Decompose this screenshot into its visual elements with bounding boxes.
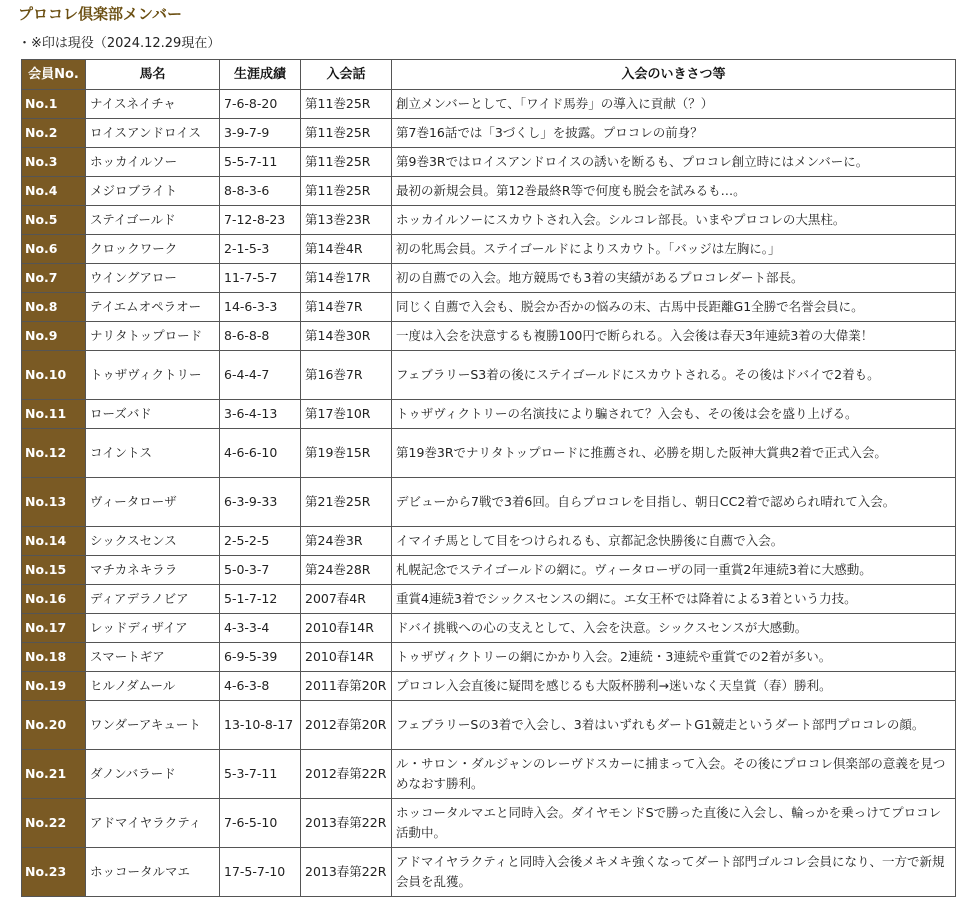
join-circumstances-cell: 初の自薦での入会。地方競馬でも3着の実績があるプロコレダート部長。 <box>392 264 956 293</box>
member-no-cell: No.7 <box>22 264 86 293</box>
career-record-cell: 2-1-5-3 <box>220 235 301 264</box>
career-record-cell: 17-5-7-10 <box>220 848 301 897</box>
career-record-cell: 5-0-3-7 <box>220 556 301 585</box>
join-circumstances-cell: アドマイヤラクティと同時入会後メキメキ強くなってダート部門ゴルコレ会員になり、一方で新規会員を乱獲。 <box>392 848 956 897</box>
horse-name-cell: レッドディザイア <box>86 614 220 643</box>
join-circumstances-cell: ドバイ挑戦への心の支えとして、入会を決意。シックスセンスが大感動。 <box>392 614 956 643</box>
member-no-cell: No.12 <box>22 429 86 478</box>
horse-name-cell: ダノンバラード <box>86 750 220 799</box>
career-record-cell: 8-8-3-6 <box>220 177 301 206</box>
horse-name-cell: メジロブライト <box>86 177 220 206</box>
member-no-cell: No.3 <box>22 148 86 177</box>
horse-name-cell: ヒルノダムール <box>86 672 220 701</box>
career-record-cell: 14-6-3-3 <box>220 293 301 322</box>
join-circumstances-cell: 一度は入会を決意するも複勝100円で断られる。入会後は春天3年連続3着の大偉業！ <box>392 322 956 351</box>
member-no-cell: No.15 <box>22 556 86 585</box>
member-no-cell: No.1 <box>22 90 86 119</box>
joined-episode-cell: 第11巻25R <box>301 177 392 206</box>
table-row <box>22 643 956 672</box>
joined-episode-cell: 第19巻15R <box>301 429 392 478</box>
table-row <box>22 90 956 119</box>
joined-episode-cell: 2011春第20R <box>301 672 392 701</box>
table-row <box>22 177 956 206</box>
table-row <box>22 429 956 478</box>
joined-episode-cell: 第11巻25R <box>301 90 392 119</box>
joined-episode-cell: 2012春第22R <box>301 750 392 799</box>
member-no-cell: No.17 <box>22 614 86 643</box>
member-no-cell: No.16 <box>22 585 86 614</box>
joined-episode-cell: 第24巻28R <box>301 556 392 585</box>
join-circumstances-cell: イマイチ馬として目をつけられるも、京都記念快勝後に自薦で入会。 <box>392 527 956 556</box>
join-circumstances-cell: 重賞4連続3着でシックスセンスの網に。エ女王杯では降着による3着という力技。 <box>392 585 956 614</box>
career-record-cell: 2-5-2-5 <box>220 527 301 556</box>
join-circumstances-cell: ル・サロン・ダルジャンのレーヴドスカーに捕まって入会。その後にプロコレ倶楽部の意義を見つめなおす勝利。 <box>392 750 956 799</box>
header-joined-episode: 入会話 <box>301 60 392 90</box>
table-row <box>22 556 956 585</box>
horse-name-cell: ホッコータルマエ <box>86 848 220 897</box>
table-row <box>22 206 956 235</box>
members-table-body <box>22 90 956 897</box>
member-no-cell: No.21 <box>22 750 86 799</box>
header-member-no: 会員No. <box>22 60 86 90</box>
joined-episode-cell: 第24巻3R <box>301 527 392 556</box>
table-row <box>22 799 956 848</box>
joined-episode-cell: 2010春14R <box>301 643 392 672</box>
member-no-cell: No.6 <box>22 235 86 264</box>
join-circumstances-cell: 第7巻16話では「3づくし」を披露。プロコレの前身？ <box>392 119 956 148</box>
horse-name-cell: ナイスネイチャ <box>86 90 220 119</box>
member-no-cell: No.23 <box>22 848 86 897</box>
joined-episode-cell: 2013春第22R <box>301 799 392 848</box>
join-circumstances-cell: フェブラリーS3着の後にステイゴールドにスカウトされる。その後はドバイで2着も。 <box>392 351 956 400</box>
joined-episode-cell: 2013春第22R <box>301 848 392 897</box>
career-record-cell: 4-6-6-10 <box>220 429 301 478</box>
member-no-cell: No.11 <box>22 400 86 429</box>
horse-name-cell: ヴィータローザ <box>86 478 220 527</box>
joined-episode-cell: 第14巻4R <box>301 235 392 264</box>
horse-name-cell: ローズバド <box>86 400 220 429</box>
career-record-cell: 7-12-8-23 <box>220 206 301 235</box>
join-circumstances-cell: ホッコータルマエと同時入会。ダイヤモンドSで勝った直後に入会し、輪っかを乗っけてプロコレ活動中。 <box>392 799 956 848</box>
header-horse-name: 馬名 <box>86 60 220 90</box>
horse-name-cell: ロイスアンドロイス <box>86 119 220 148</box>
career-record-cell: 8-6-8-8 <box>220 322 301 351</box>
joined-episode-cell: 2010春14R <box>301 614 392 643</box>
member-no-cell: No.10 <box>22 351 86 400</box>
member-no-cell: No.8 <box>22 293 86 322</box>
join-circumstances-cell: フェブラリーSの3着で入会し、3着はいずれもダートG1競走というダート部門プロコレの顔。 <box>392 701 956 750</box>
join-circumstances-cell: トゥザヴィクトリーの網にかかり入会。2連続・3連続や重賞での2着が多い。 <box>392 643 956 672</box>
career-record-cell: 7-6-8-20 <box>220 90 301 119</box>
member-no-cell: No.14 <box>22 527 86 556</box>
member-no-cell: No.22 <box>22 799 86 848</box>
table-row <box>22 701 956 750</box>
table-row <box>22 400 956 429</box>
horse-name-cell: シックスセンス <box>86 527 220 556</box>
joined-episode-cell: 第13巻23R <box>301 206 392 235</box>
horse-name-cell: スマートギア <box>86 643 220 672</box>
table-row <box>22 119 956 148</box>
career-record-cell: 13-10-8-17 <box>220 701 301 750</box>
horse-name-cell: テイエムオペラオー <box>86 293 220 322</box>
horse-name-cell: ステイゴールド <box>86 206 220 235</box>
join-circumstances-cell: デビューから7戦で3着6回。自らプロコレを目指し、朝日CC2着で認められ晴れて入会。 <box>392 478 956 527</box>
horse-name-cell: ディアデラノビア <box>86 585 220 614</box>
horse-name-cell: ワンダーアキュート <box>86 701 220 750</box>
career-record-cell: 5-3-7-11 <box>220 750 301 799</box>
table-row <box>22 148 956 177</box>
joined-episode-cell: 第11巻25R <box>301 148 392 177</box>
horse-name-cell: マチカネキララ <box>86 556 220 585</box>
horse-name-cell: コイントス <box>86 429 220 478</box>
members-table <box>21 59 956 897</box>
table-header-row <box>22 60 956 90</box>
page-title: プロコレ倶楽部メンバー <box>18 5 182 23</box>
member-no-cell: No.18 <box>22 643 86 672</box>
joined-episode-cell: 第14巻7R <box>301 293 392 322</box>
horse-name-cell: トゥザヴィクトリー <box>86 351 220 400</box>
career-record-cell: 6-3-9-33 <box>220 478 301 527</box>
joined-episode-cell: 2007春4R <box>301 585 392 614</box>
career-record-cell: 7-6-5-10 <box>220 799 301 848</box>
join-circumstances-cell: 札幌記念でステイゴールドの網に。ヴィータローザの同一重賞2年連続3着に大感動。 <box>392 556 956 585</box>
horse-name-cell: ホッカイルソー <box>86 148 220 177</box>
joined-episode-cell: 第14巻17R <box>301 264 392 293</box>
table-row <box>22 322 956 351</box>
table-row <box>22 527 956 556</box>
member-no-cell: No.9 <box>22 322 86 351</box>
join-circumstances-cell: 同じく自薦で入会も、脱会か否かの悩みの末、古馬中長距離G1全勝で名誉会員に。 <box>392 293 956 322</box>
table-row <box>22 351 956 400</box>
join-circumstances-cell: トゥザヴィクトリーの名演技により騙されて？入会も、その後は会を盛り上げる。 <box>392 400 956 429</box>
horse-name-cell: ウイングアロー <box>86 264 220 293</box>
header-join-circumstances: 入会のいきさつ等 <box>392 60 956 90</box>
career-record-cell: 3-6-4-13 <box>220 400 301 429</box>
horse-name-cell: ナリタトップロード <box>86 322 220 351</box>
join-circumstances-cell: ホッカイルソーにスカウトされ入会。シルコレ部長。いまやプロコレの大黒柱。 <box>392 206 956 235</box>
join-circumstances-cell: 第19巻3Rでナリタトップロードに推薦され、必勝を期した阪神大賞典2着で正式入会。 <box>392 429 956 478</box>
join-circumstances-cell: 第9巻3Rではロイスアンドロイスの誘いを断るも、プロコレ創立時にはメンバーに。 <box>392 148 956 177</box>
joined-episode-cell: 第11巻25R <box>301 119 392 148</box>
table-row <box>22 614 956 643</box>
career-record-cell: 6-4-4-7 <box>220 351 301 400</box>
join-circumstances-cell: 初の牝馬会員。ステイゴールドによりスカウト。「バッジは左胸に。」 <box>392 235 956 264</box>
table-row <box>22 235 956 264</box>
career-record-cell: 4-3-3-4 <box>220 614 301 643</box>
table-row <box>22 478 956 527</box>
horse-name-cell: アドマイヤラクティ <box>86 799 220 848</box>
career-record-cell: 5-5-7-11 <box>220 148 301 177</box>
status-note: ・※印は現役（2024.12.29現在） <box>18 36 221 51</box>
member-no-cell: No.13 <box>22 478 86 527</box>
table-row <box>22 585 956 614</box>
career-record-cell: 11-7-5-7 <box>220 264 301 293</box>
table-row <box>22 750 956 799</box>
joined-episode-cell: 2012春第20R <box>301 701 392 750</box>
member-no-cell: No.2 <box>22 119 86 148</box>
career-record-cell: 3-9-7-9 <box>220 119 301 148</box>
member-no-cell: No.19 <box>22 672 86 701</box>
career-record-cell: 4-6-3-8 <box>220 672 301 701</box>
member-no-cell: No.4 <box>22 177 86 206</box>
header-career-record: 生涯成績 <box>220 60 301 90</box>
table-row <box>22 264 956 293</box>
joined-episode-cell: 第16巻7R <box>301 351 392 400</box>
table-row <box>22 848 956 897</box>
career-record-cell: 5-1-7-12 <box>220 585 301 614</box>
member-no-cell: No.20 <box>22 701 86 750</box>
joined-episode-cell: 第17巻10R <box>301 400 392 429</box>
career-record-cell: 6-9-5-39 <box>220 643 301 672</box>
table-row <box>22 672 956 701</box>
horse-name-cell: クロックワーク <box>86 235 220 264</box>
joined-episode-cell: 第14巻30R <box>301 322 392 351</box>
join-circumstances-cell: プロコレ入会直後に疑問を感じるも大阪杯勝利→迷いなく天皇賞（春）勝利。 <box>392 672 956 701</box>
member-no-cell: No.5 <box>22 206 86 235</box>
joined-episode-cell: 第21巻25R <box>301 478 392 527</box>
join-circumstances-cell: 最初の新規会員。第12巻最終R等で何度も脱会を試みるも…。 <box>392 177 956 206</box>
join-circumstances-cell: 創立メンバーとして、「ワイド馬券」の導入に貢献（？） <box>392 90 956 119</box>
table-row <box>22 293 956 322</box>
